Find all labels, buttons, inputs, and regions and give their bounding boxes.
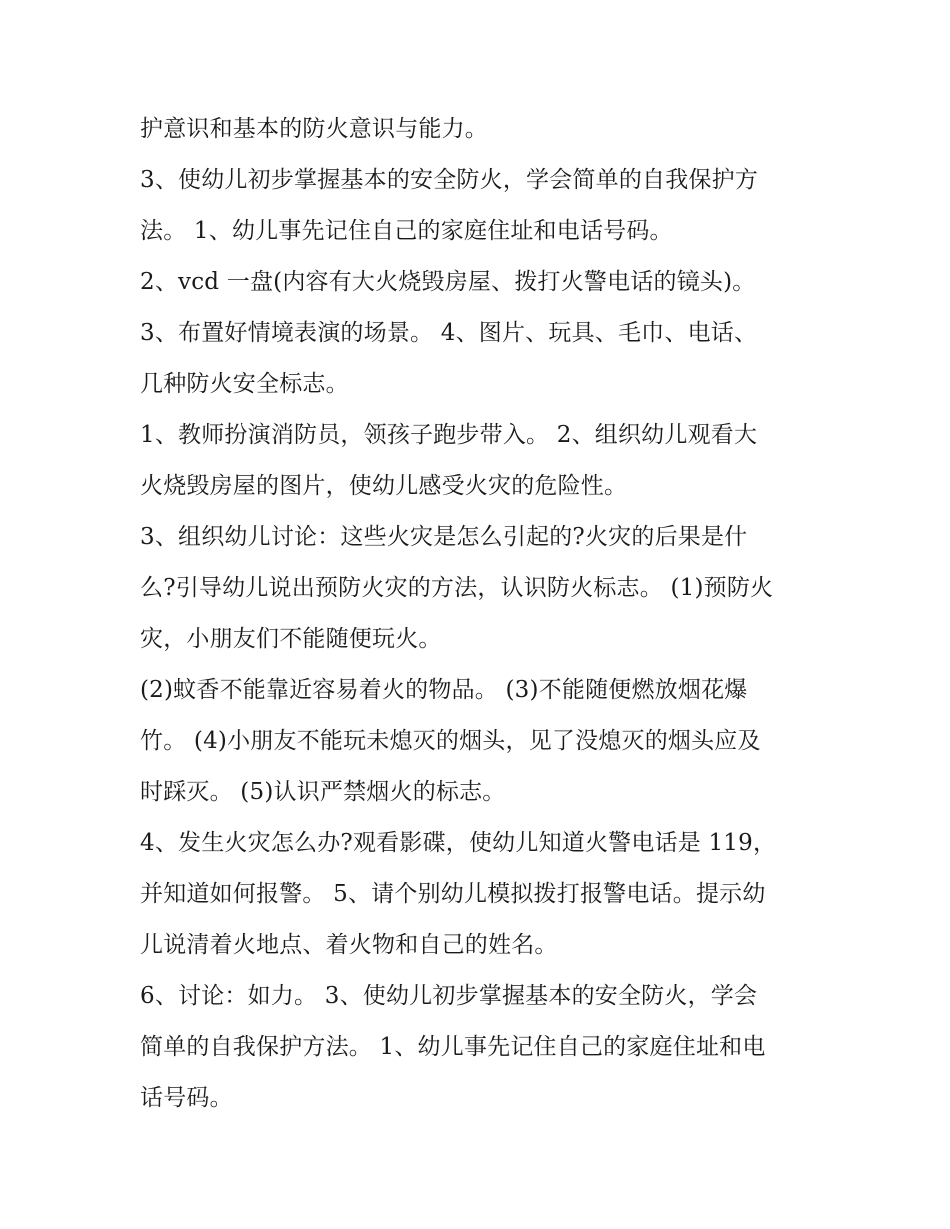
text-line: 灾，小朋友们不能随便玩火。 xyxy=(140,626,442,652)
text-line: 几种防火安全标志。 xyxy=(140,371,349,397)
text-line: 法。 1、幼儿事先记住自己的家庭住址和电话号码。 xyxy=(140,218,673,244)
text-line: 竹。 (4)小朋友不能玩未熄灭的烟头，见了没熄灭的烟头应及 xyxy=(140,728,761,754)
text-line: 时踩灭。 (5)认识严禁烟火的标志。 xyxy=(140,779,506,805)
text-line: 3、组织幼儿讨论：这些火灾是怎么引起的?火灾的后果是什 xyxy=(140,524,748,550)
text-line: 护意识和基本的防火意识与能力。 xyxy=(140,116,488,142)
text-line: 2、vcd 一盘(内容有大火烧毁房屋、拨打火警电话的镜头)。 xyxy=(140,269,756,295)
text-line: 3、布置好情境表演的场景。 4、图片、玩具、毛巾、电话、 xyxy=(140,320,758,346)
document-body xyxy=(140,104,820,1124)
text-line: 3、使幼儿初步掌握基本的安全防火，学会简单的自我保护方 xyxy=(140,167,759,193)
text-line: 并知道如何报警。 5、请个别幼儿模拟拨打报警电话。提示幼 xyxy=(140,881,766,907)
text-line: 火烧毁房屋的图片，使幼儿感受火灾的危险性。 xyxy=(140,473,628,499)
text-line: (2)蚊香不能靠近容易着火的物品。 (3)不能随便燃放烟花爆 xyxy=(140,677,748,703)
text-line: 6、讨论：如力。 3、使幼儿初步掌握基本的安全防火，学会 xyxy=(140,983,758,1009)
text-line: 4、发生火灾怎么办?观看影碟，使幼儿知道火警电话是 119， xyxy=(140,830,777,856)
text-line: 话号码。 xyxy=(140,1085,233,1111)
text-line: 简单的自我保护方法。 1、幼儿事先记住自己的家庭住址和电 xyxy=(140,1034,766,1060)
text-line: 么?引导幼儿说出预防火灾的方法，认识防火标志。 (1)预防火 xyxy=(140,575,774,601)
text-line: 1、教师扮演消防员，领孩子跑步带入。 2、组织幼儿观看大 xyxy=(140,422,758,448)
text-line: 儿说清着火地点、着火物和自己的姓名。 xyxy=(140,932,558,958)
